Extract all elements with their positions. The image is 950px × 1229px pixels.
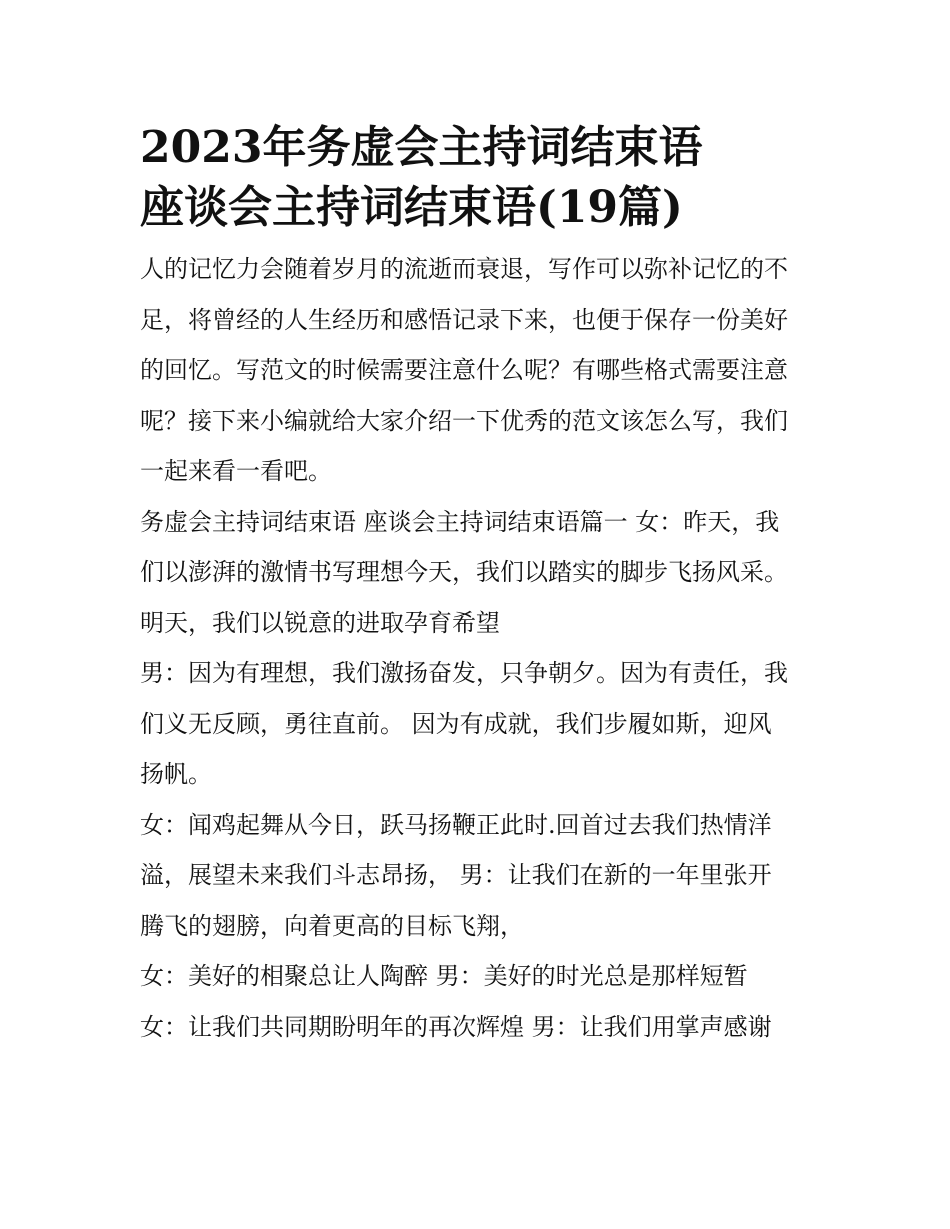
text-line: 务虚会主持词结束语 座谈会主持词结束语篇一 女：昨天，我 [140, 507, 780, 536]
text-line: 男：因为有理想，我们激扬奋发，只争朝夕。因为有责任，我 [140, 659, 788, 687]
text-line: 足，将曾经的人生经历和感悟记录下来，也便于保存一份美好 [140, 305, 788, 334]
text-line: 女：让我们共同期盼明年的再次辉煌 男：让我们用掌声感谢 [140, 1012, 772, 1041]
title-line-1: 2023年务虚会主持词结束语 [140, 122, 703, 173]
text-line: 女：闻鸡起舞从今日，跃马扬鞭正此时.回首过去我们热情洋 [140, 810, 772, 839]
document-title [140, 118, 816, 238]
paragraph-intro [140, 244, 816, 497]
text-line: 一起来看一看吧。 [140, 457, 332, 485]
paragraph-female-1 [140, 800, 816, 952]
text-line: 溢，展望未来我们斗志昂扬， 男：让我们在新的一年里张开 [140, 861, 772, 889]
text-line: 们义无反顾，勇往直前。 因为有成就，我们步履如斯，迎风 [140, 709, 772, 738]
document-body [140, 244, 816, 1052]
text-line: 扬帆。 [140, 760, 212, 788]
text-line: 女：美好的相聚总让人陶醉 男：美好的时光总是那样短暂 [140, 962, 748, 990]
text-line: 腾飞的翅膀，向着更高的目标飞翔， [140, 911, 524, 940]
paragraph-male-1 [140, 648, 816, 800]
paragraph-female-3 [140, 1002, 816, 1053]
paragraph-section-one [140, 497, 816, 649]
document-content [140, 118, 816, 1052]
text-line: 明天，我们以锐意的进取孕育希望 [140, 608, 500, 637]
text-line: 的回忆。写范文的时候需要注意什么呢？有哪些格式需要注意 [140, 356, 788, 384]
title-line-2: 座谈会主持词结束语(19篇) [140, 182, 683, 233]
text-line: 人的记忆力会随着岁月的流逝而衰退，写作可以弥补记忆的不 [140, 255, 788, 283]
text-line: 们以澎湃的激情书写理想今天，我们以踏实的脚步飞扬风采。 [140, 558, 788, 586]
paragraph-female-2 [140, 951, 816, 1002]
text-line: 呢？接下来小编就给大家介绍一下优秀的范文该怎么写，我们 [140, 406, 788, 435]
